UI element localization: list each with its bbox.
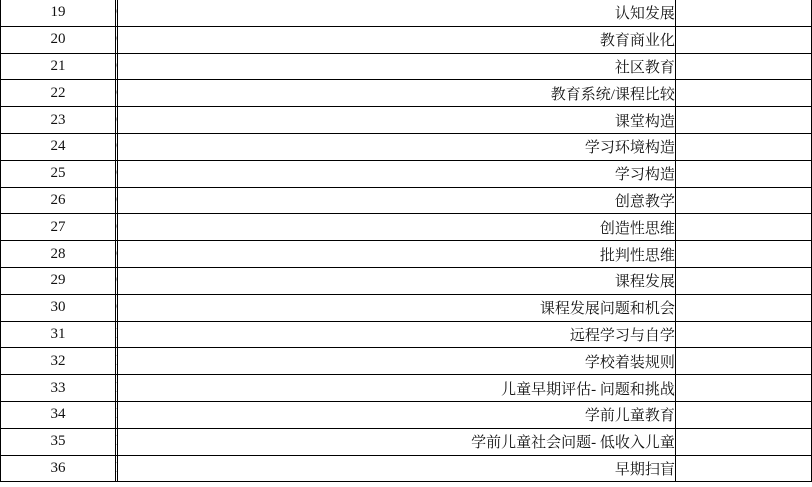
topic-chinese: 社区教育 — [117, 53, 675, 80]
table-row — [1, 26, 812, 53]
table-row — [1, 133, 812, 160]
empty-cell — [675, 53, 811, 80]
topic-chinese: 教育系统/课程比较 — [117, 80, 675, 107]
empty-cell — [675, 187, 811, 214]
empty-cell — [675, 348, 811, 375]
empty-cell — [675, 214, 811, 241]
empty-cell — [675, 375, 811, 402]
table-row — [1, 160, 812, 187]
table-row — [1, 294, 812, 321]
empty-cell — [675, 294, 811, 321]
topic-chinese: 远程学习与自学 — [117, 321, 675, 348]
topic-chinese: 创意教学 — [117, 187, 675, 214]
row-number: 29 — [1, 267, 116, 294]
empty-cell — [675, 107, 811, 134]
empty-cell — [675, 401, 811, 428]
table-row — [1, 241, 812, 268]
topic-chinese: 课堂构造 — [117, 107, 675, 134]
row-number: 31 — [1, 321, 116, 348]
table-row — [1, 0, 812, 26]
empty-cell — [675, 0, 811, 26]
empty-cell — [675, 241, 811, 268]
table-row — [1, 455, 812, 482]
row-number: 32 — [1, 348, 116, 375]
table-row — [1, 187, 812, 214]
row-number: 22 — [1, 80, 116, 107]
row-number: 20 — [1, 26, 116, 53]
row-number: 30 — [1, 294, 116, 321]
topic-chinese: 学习环境构造 — [117, 133, 675, 160]
empty-cell — [675, 455, 811, 482]
topic-chinese: 学校着装规则 — [117, 348, 675, 375]
topic-chinese: 批判性思维 — [117, 241, 675, 268]
empty-cell — [675, 80, 811, 107]
table-row — [1, 428, 812, 455]
empty-cell — [675, 26, 811, 53]
table-row — [1, 267, 812, 294]
empty-cell — [675, 267, 811, 294]
row-number: 33 — [1, 375, 116, 402]
table-row — [1, 214, 812, 241]
table-row — [1, 107, 812, 134]
table-row — [1, 80, 812, 107]
topic-chinese: 认知发展 — [117, 0, 675, 26]
row-number: 25 — [1, 160, 116, 187]
row-number: 35 — [1, 428, 116, 455]
topic-chinese: 教育商业化 — [117, 26, 675, 53]
row-number: 34 — [1, 401, 116, 428]
topic-chinese: 学习构造 — [117, 160, 675, 187]
row-number: 28 — [1, 241, 116, 268]
row-number: 24 — [1, 133, 116, 160]
table-row — [1, 53, 812, 80]
empty-cell — [675, 428, 811, 455]
topic-chinese: 课程发展问题和机会 — [117, 294, 675, 321]
row-number: 21 — [1, 53, 116, 80]
table-row — [1, 401, 812, 428]
topic-chinese: 学前儿童教育 — [117, 401, 675, 428]
row-number: 27 — [1, 214, 116, 241]
table-row — [1, 375, 812, 402]
topic-chinese: 课程发展 — [117, 267, 675, 294]
empty-cell — [675, 160, 811, 187]
table-row — [1, 348, 812, 375]
topic-table-body — [1, 0, 812, 482]
topic-chinese: 创造性思维 — [117, 214, 675, 241]
row-number: 23 — [1, 107, 116, 134]
row-number: 36 — [1, 455, 116, 482]
table-row — [1, 321, 812, 348]
empty-cell — [675, 321, 811, 348]
topic-chinese: 学前儿童社会问题- 低收入儿童 — [117, 428, 675, 455]
topic-chinese: 儿童早期评估- 问题和挑战 — [117, 375, 675, 402]
topic-chinese: 早期扫盲 — [117, 455, 675, 482]
row-number: 26 — [1, 187, 116, 214]
empty-cell — [675, 133, 811, 160]
row-number: 19 — [1, 0, 116, 26]
